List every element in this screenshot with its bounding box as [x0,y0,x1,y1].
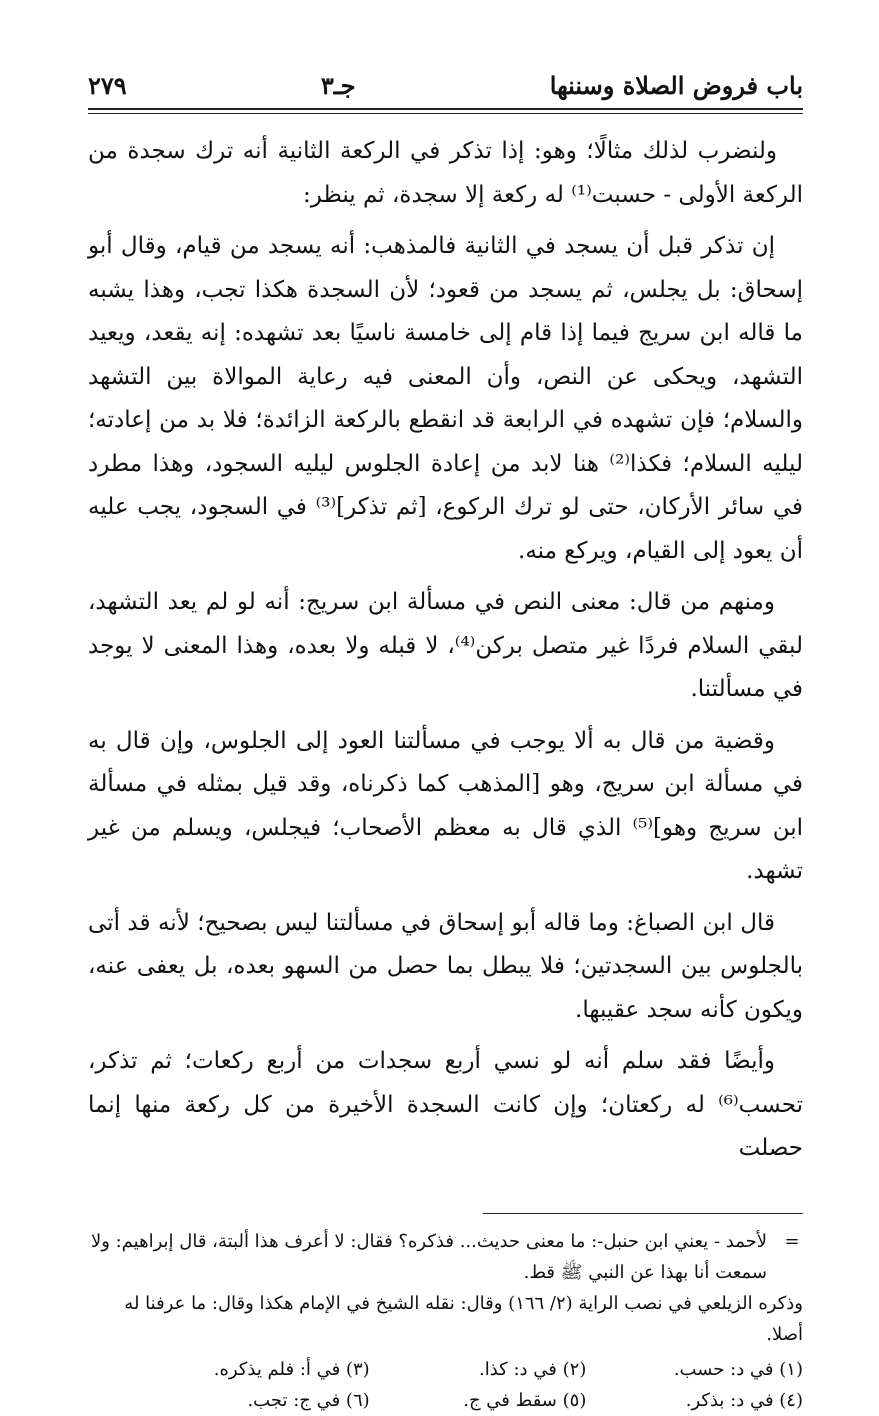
footnote-item: (٦) في ج: تجب. [247,1389,370,1411]
footnote-item: (١) في د: حسب. [673,1358,803,1380]
footnote-divider-wrap [88,1179,803,1214]
continuation-mark: = [784,1230,800,1252]
paragraph: ولنضرب لذلك مثالًا؛ وهو: إذا تذكر في الركعة الثانية أنه ترك سجدة من الركعة الأولى - حسبت⁽¹⁾ له ركعة إلا سجدة، ثم ينظر: [88,138,803,208]
footnote-text: وذكره الزيلعي في نصب الراية (٢/ ١٦٦) وقال: نقله الشيخ في الإمام هكذا وقال: ما عرفنا له أصلا. [124,1292,803,1345]
header-rule [88,108,803,114]
chapter-title: باب فروض الصلاة وسننها [549,71,803,100]
page-number: ٢٧٩ [88,71,127,100]
book-page [88,62,803,1416]
footnote-text: لأحمد - يعني ابن حنبل-: ما معنى حديث... فذكره؟ فقال: لا أعرف هذا ألبتة، قال إبراهيم: ولا سمعت أنا بهذا عن النبي ﷺ قط. [90,1230,767,1283]
running-header [88,62,803,100]
paragraph: وقضية من قال به ألا يوجب في مسألتنا العود إلى الجلوس، وإن قال به في مسألة ابن سريج، وهو [المذهب كما ذكرناه، وقد قيل بمثله في مسألة ابن سريج وهو]⁽⁵⁾ الذي قال به معظم الأصحاب؛ فيجلس، ويسلم من غير تشهد. [88,727,804,884]
footnote-item: (٤) في د: بذكر. [685,1389,803,1411]
footnote-divider [483,1213,803,1214]
paragraph: وأيضًا فقد سلم أنه لو نسي أربع سجدات من أربع ركعات؛ ثم تذكر، تحسب⁽⁶⁾ له ركعتان؛ وإن كانت السجدة الأخيرة من كل ركعة منها إنما حصلت [88,1048,803,1161]
footnote-list [153,1354,803,1416]
footnotes [88,1226,803,1416]
footnote-item: (٣) في أ: فلم يذكره. [213,1358,370,1380]
footnote-item: (٢) في د: كذا. [479,1358,587,1380]
paragraph: ومنهم من قال: معنى النص في مسألة ابن سريج: أنه لو لم يعد التشهد، لبقي السلام فردًا غير متصل بركن⁽⁴⁾، لا قبله ولا بعده، وهذا المعنى لا يوجد في مسألتنا. [88,589,803,702]
paragraph: قال ابن الصباغ: وما قاله أبو إسحاق في مسألتنا ليس بصحيح؛ لأنه قد أتى بالجلوس بين السجدتين؛ فلا يبطل بما حصل من السهو بعده، بل يعفى عنه، ويكون كأنه سجد عقيبها. [88,909,803,1023]
volume-label: جـ٣ [320,71,356,100]
footnote-continuation [88,1226,803,1288]
main-text [88,130,803,1171]
paragraph: إن تذكر قبل أن يسجد في الثانية فالمذهب: أنه يسجد من قيام، وقال أبو إسحاق: بل يجلس، ثم يسجد من قعود؛ لأن السجدة هكذا تجب، وهذا يشبه ما قاله ابن سريج فيما إذا قام إلى خامسة ناسيًا بعد تشهده: إنه يقعد، ويعيد التشهد، ويحكى عن النص، وأن المعنى فيه رعاية الموالاة بين التشهد والسلام؛ فإن تشهده في الرابعة قد انقطع بالركعة الزائدة؛ فلا بد من إعادته؛ ليليه السلام؛ فكذا⁽²⁾ هنا لابد من إعادة الجلوس ليليه السجود، وهذا مطرد في سائر الأركان، حتى لو ترك الركوع، [ثم تذكر]⁽³⁾ في السجود، يجب عليه أن يعود إلى القيام، ويركع منه. [88,233,804,564]
footnote-item: (٥) سقط في ج. [463,1389,587,1411]
